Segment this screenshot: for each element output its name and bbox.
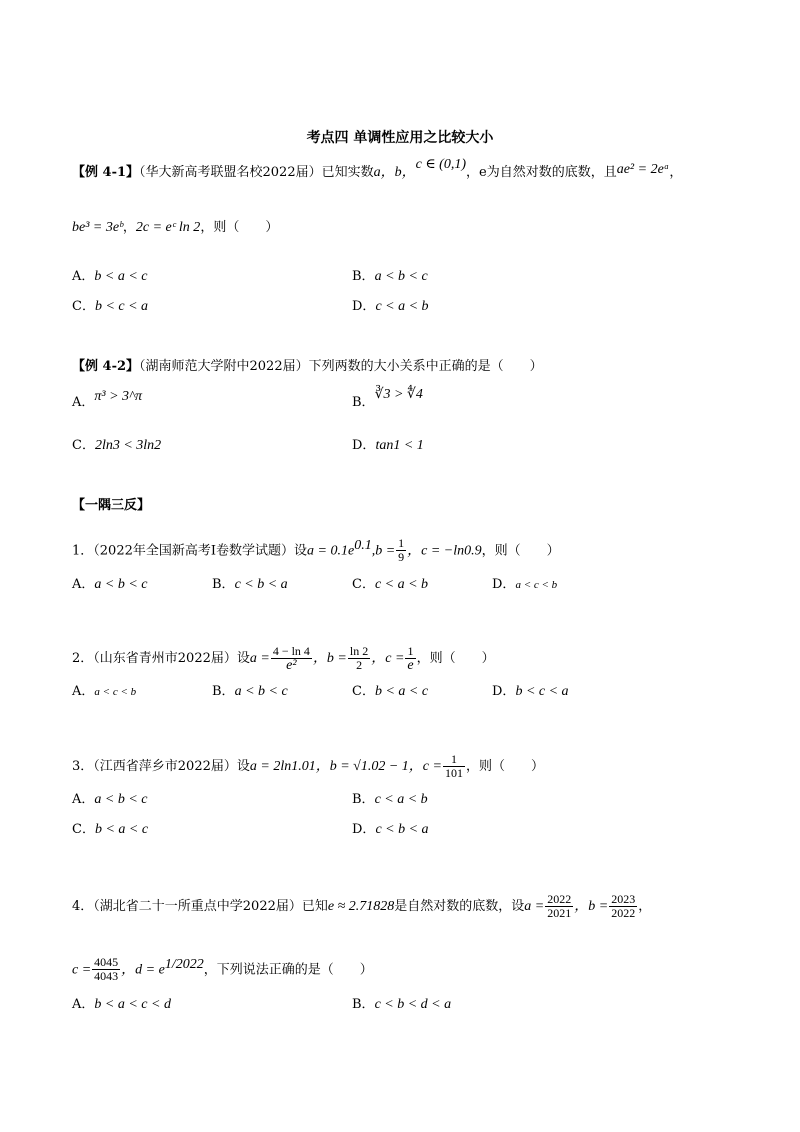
example-text: （湖南师范大学附中2022届）下列两数的大小关系中正确的是（ ） [139,359,543,374]
question-3-stem [72,753,740,780]
fraction-c [405,645,415,672]
option-value: 2ln3 < 3ln2 [94,438,162,453]
numerator: 2023 [611,892,636,906]
fraction-a [545,893,573,920]
option-label: D． [352,822,376,837]
option-d[interactable] [352,820,429,840]
numerator: 4045 [94,955,119,970]
option-value: b < a < c < d [94,997,171,1012]
option-c[interactable] [352,575,428,595]
fraction-c [443,753,465,780]
option-a[interactable] [72,267,148,287]
math-d-prefix: ，d = e [121,962,165,978]
option-label: A． [72,577,95,592]
math-c: ，c = −ln0.9 [407,543,482,559]
option-c[interactable] [352,682,428,702]
option-value: a < b < c [94,577,148,592]
equation-2: be³ = 3eᵇ [72,220,123,235]
fraction-c [92,956,120,983]
option-value: a < c < b [515,579,558,591]
option-value: c < b < d < a [374,997,452,1012]
example-source: （华大新高考联盟名校2022届）已知实数 [139,165,374,180]
question-number: 1． [72,543,94,559]
option-value: b < c < a [515,684,569,699]
example-4-1-stem [72,157,740,183]
option-label: B． [212,684,235,699]
option-value: c < b < a [375,822,429,837]
option-label: A． [72,684,95,699]
fraction-b [609,893,637,920]
option-a[interactable] [72,575,148,595]
math-b: ，b = √1.02 − 1 [315,759,409,774]
option-value: b < a < c [94,822,149,837]
ask: ，下列说法正确的是（ ） [203,962,373,978]
comma: ， [122,220,136,235]
option-value: c < a < b [375,299,429,314]
numerator: 1 [443,753,465,767]
question-4-stem [72,893,740,920]
denominator: 2 [356,658,363,672]
option-label: D． [352,438,376,453]
question-1-stem [72,536,740,564]
math-a-prefix: a = [249,651,270,666]
fraction-a [271,645,312,672]
option-label: D． [492,577,516,592]
e-value: e ≈ 2.71828 [327,899,395,914]
denominator: e [407,658,414,673]
example-tag: 【例 4-2】 [72,359,140,374]
denominator: 2022 [611,906,636,920]
math-a: a = 0.1e [307,543,355,559]
option-value: c < b < a [234,577,288,592]
option-a[interactable] [72,995,171,1015]
option-b[interactable] [352,387,423,413]
fraction-b [396,537,406,564]
question-2-stem [72,645,740,672]
option-value: c < a < b [374,577,429,592]
numerator: 1 [398,536,405,551]
option-b[interactable] [352,790,428,810]
denominator: 101 [444,766,463,780]
option-c[interactable] [72,297,148,317]
option-b[interactable] [212,575,288,595]
denominator: 2021 [547,906,572,920]
question-text-2: 是自然对数的底数，设 [394,899,525,914]
question-4-stem-cont [72,955,740,983]
option-label: C． [72,438,95,453]
question-text: （2022年全国新高考Ⅰ卷数学试题）设 [93,543,308,559]
option-c[interactable] [72,436,161,456]
math-b-prefix: ,b = [371,543,396,559]
ask: ，则（ ） [416,651,495,666]
condition: c ∈ (0,1) [415,157,467,172]
example-4-2-stem [72,357,740,377]
option-label: A． [72,997,95,1012]
option-d[interactable] [492,682,569,702]
option-label: B． [352,997,375,1012]
numerator: 1 [405,645,415,659]
option-value: b < a < c [94,269,148,284]
option-value: a < b < c [94,792,148,807]
question-text: （山东省青州市2022届）设 [93,651,250,666]
math-a-exponent: 0.1 [354,538,372,553]
option-a[interactable] [72,790,148,810]
question-number: 2． [72,651,94,666]
numerator: 2022 [547,892,572,906]
option-label: B． [352,395,375,410]
math-a-prefix: a = [524,899,545,914]
option-label: D． [492,684,516,699]
option-a[interactable] [72,682,136,702]
comma: ， [638,899,652,914]
option-value: c < a < b [374,792,428,807]
math-c-prefix: c = [72,962,92,978]
variables: a，b， [373,165,416,180]
question-text: （江西省萍乡市2022届）设 [93,759,250,774]
option-value: a < b < c [374,269,428,284]
numerator: ln 2 [349,644,369,658]
option-d[interactable] [352,436,424,456]
option-label: A． [72,395,95,410]
denominator: e² [286,658,297,673]
option-b[interactable] [352,267,428,287]
option-a[interactable] [72,389,142,413]
fraction-b [348,645,370,672]
option-label: D． [352,299,376,314]
option-label: B． [212,577,235,592]
question-number: 3． [72,759,94,774]
option-value: a < b < c [234,684,288,699]
option-label: A． [72,792,95,807]
math-a: a = 2ln1.01 [249,759,316,774]
math-c-prefix: ，c = [371,651,405,666]
option-d[interactable] [492,575,557,595]
option-value: a < c < b [94,686,137,698]
math-c-prefix: ，c = [408,759,442,774]
option-value: b < c < a [94,299,149,314]
e-text: ，e为自然对数的底数，且 [466,165,617,180]
option-c[interactable] [72,820,148,840]
equation-1: ae² = 2eᵃ [616,162,670,177]
comma: ， [669,165,683,180]
option-value: b < a < c [374,684,429,699]
option-value: ∛3 > ∜4 [374,387,423,402]
numerator: 4 − ln 4 [272,644,310,658]
ask: ，则（ ） [465,759,544,774]
option-label: C． [72,299,95,314]
denominator: 9 [398,550,405,565]
option-value: tan1 < 1 [375,438,424,453]
option-label: C． [352,577,375,592]
question-text: （湖北省二十一所重点中学2022届）已知 [93,899,328,914]
option-label: B． [352,792,375,807]
question-number: 4． [72,899,94,914]
math-d-exponent: 1/2022 [164,957,204,972]
option-value: π³ > 3^π [94,389,142,404]
math-b-prefix: ，b = [312,651,347,666]
option-label: A． [72,269,95,284]
option-b[interactable] [212,682,288,702]
ask: ，则（ ） [481,543,560,559]
option-label: C． [72,822,95,837]
ask: ，则（ ） [200,220,279,235]
math-b-prefix: ，b = [574,899,609,914]
option-label: B． [352,269,375,284]
page-title: 考点四 单调性应用之比较大小 [306,130,494,146]
option-b[interactable] [352,995,451,1015]
option-d[interactable] [352,297,429,317]
denominator: 4043 [94,969,119,984]
example-4-1-stem-cont [72,218,740,238]
section-heading: 【一隅三反】 [72,498,151,513]
option-label: C． [352,684,375,699]
equation-3: 2c = eᶜ ln 2 [135,220,201,235]
example-tag: 【例 4-1】 [72,165,140,180]
